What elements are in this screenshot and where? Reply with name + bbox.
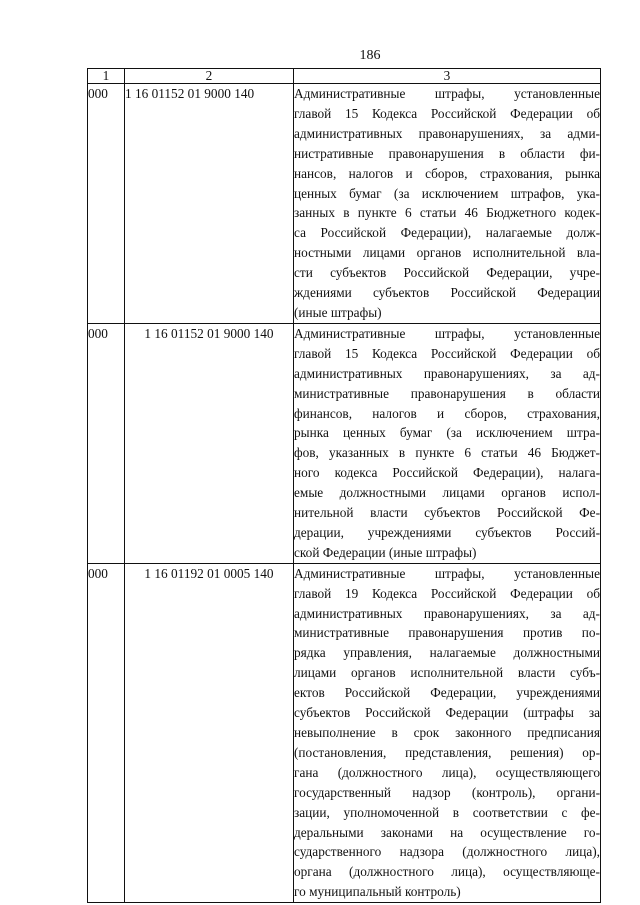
- table-row: [88, 323, 601, 563]
- description-line: министративные правонарушения против по-: [294, 625, 600, 641]
- description-line: нансов, налогов и сборов, страхования, рынка: [294, 165, 600, 181]
- description-line: деральными законами на осуществление го-: [294, 824, 600, 840]
- description-line: ектов Российской Федерации, учреждениями: [294, 685, 600, 701]
- description-line: сударственного надзора (должностного лица),: [294, 844, 600, 860]
- description-line: зации, уполномоченной в соответствии с фе-: [294, 804, 600, 820]
- column-header-2: 2: [125, 69, 294, 84]
- description-line: административных правонарушениях, за ад-: [294, 605, 600, 621]
- description-line: административных правонарушениях, за адми-: [294, 125, 600, 141]
- description-line: дерации, учреждениями субъектов Россий-: [294, 524, 600, 540]
- description-line: государственный надзор (контроль), органи-: [294, 784, 600, 800]
- description-line: нистративные правонарушения в области фи-: [294, 145, 600, 161]
- description-cell: [294, 563, 601, 902]
- description-line: лицами органов исполнительной власти субъ-: [294, 665, 600, 681]
- table-row: [88, 84, 601, 324]
- page-number: 186: [359, 48, 381, 63]
- description-line: фов, указанных в пункте 6 статьи 46 Бюджет-: [294, 445, 600, 461]
- description-line: ждениями субъектов Российской Федерации: [294, 285, 600, 301]
- description-line: финансов, налогов и сборов, страхования,: [294, 405, 600, 421]
- budget-codes-table: [87, 68, 601, 903]
- description-line: министративные правонарушения в области: [294, 385, 600, 401]
- description-line: Административные штрафы, установленные: [294, 86, 600, 101]
- description-line: главой 15 Кодекса Российской Федерации об: [294, 345, 600, 361]
- table-row: [88, 563, 601, 902]
- description-line: сти субъектов Российской Федерации, учре-: [294, 265, 600, 281]
- description-line: главой 19 Кодекса Российской Федерации об: [294, 585, 600, 601]
- budget-code-cell: 1 16 01152 01 9000 140: [125, 323, 294, 563]
- budget-code-cell: 1 16 01192 01 0005 140: [125, 563, 294, 902]
- description-line: рынка ценных бумаг (за исключением штра-: [294, 425, 600, 441]
- description-line: ценных бумаг (за исключением штрафов, ука-: [294, 185, 600, 201]
- description-line: главой 15 Кодекса Российской Федерации об: [294, 105, 600, 121]
- description-line: (иные штрафы): [294, 304, 382, 320]
- column-header-1: 1: [88, 69, 125, 84]
- description-line: Административные штрафы, установленные: [294, 325, 600, 341]
- description-line: нительной власти субъектов Российской Фе-: [294, 505, 600, 521]
- description-cell: [294, 323, 601, 563]
- budget-code-cell: 1 16 01152 01 9000 140: [125, 84, 294, 324]
- description-line: ской Федерации (иные штрафы): [294, 544, 477, 560]
- description-cell: [294, 84, 601, 324]
- description-line: ного кодекса Российской Федерации), налага-: [294, 465, 600, 481]
- admin-code-cell: 000: [88, 84, 125, 324]
- description-line: невыполнение в срок законного предписания: [294, 725, 600, 740]
- description-line: гана (должностного лица), осуществляющего: [294, 764, 600, 780]
- table-header-row: [88, 69, 601, 84]
- description-line: са Российской Федерации), налагаемые долж-: [294, 225, 600, 241]
- description-line: административных правонарушениях, за ад-: [294, 365, 600, 381]
- description-line: субъектов Российской Федерации (штрафы за: [294, 705, 600, 721]
- description-line: ностными лицами органов исполнительной вла-: [294, 245, 600, 261]
- admin-code-cell: 000: [88, 323, 125, 563]
- admin-code-cell: 000: [88, 563, 125, 902]
- description-line: го муниципальный контроль): [294, 884, 461, 900]
- description-line: занных в пункте 6 статьи 46 Бюджетного кодек-: [294, 205, 600, 221]
- description-line: (постановления, представления, решения) ор-: [294, 744, 600, 760]
- description-line: Административные штрафы, установленные: [294, 565, 600, 581]
- description-line: органа (должностного лица), осуществляюще-: [294, 864, 600, 880]
- column-header-3: 3: [294, 69, 601, 84]
- description-line: емые должностными лицами органов испол-: [294, 485, 600, 501]
- description-line: рядка управления, налагаемые должностными: [294, 645, 600, 661]
